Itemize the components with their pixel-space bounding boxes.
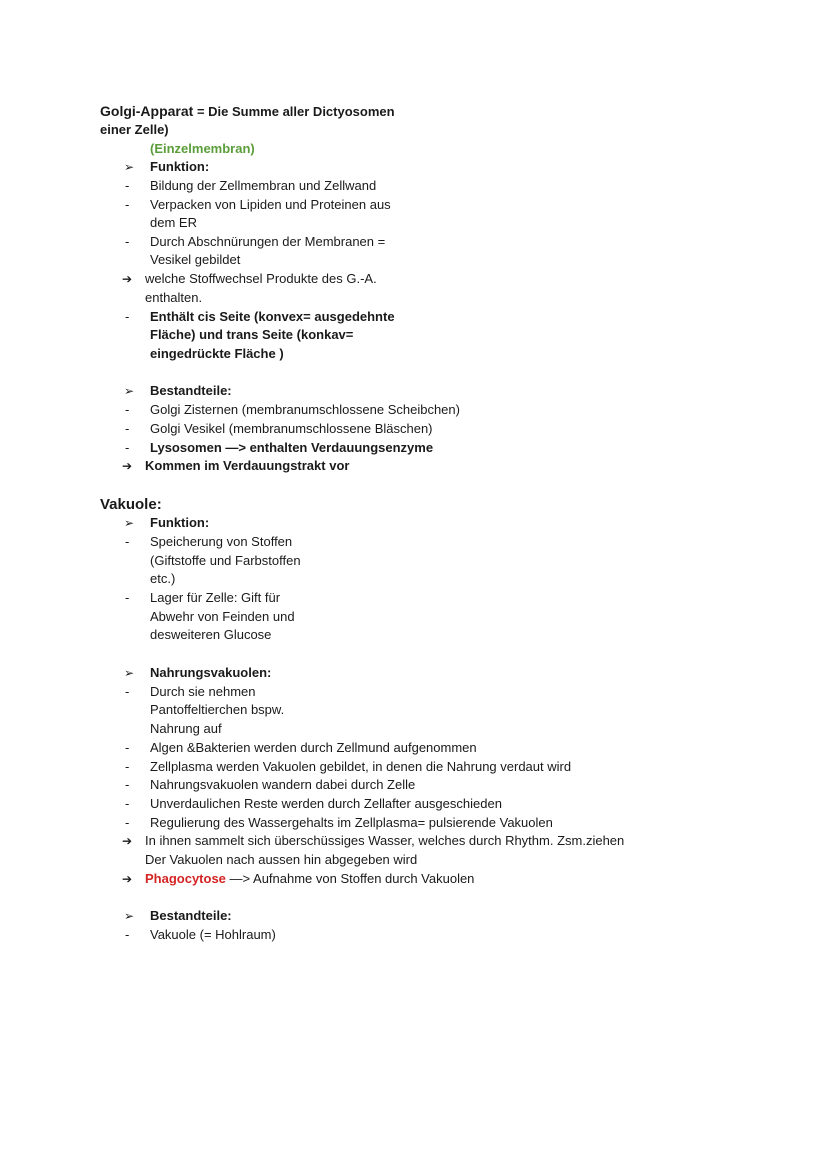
vakuole-funktion-item-1-cont: (Giftstoffe und Farbstoffen: [150, 553, 301, 568]
dash-bullet: -: [125, 309, 130, 324]
golgi-title-line2: einer Zelle): [100, 122, 169, 137]
golgi-funktion-item-2: Verpacken von Lipiden und Proteinen aus: [150, 197, 391, 212]
nahrung-item-1-cont: Pantoffeltierchen bspw.: [150, 702, 285, 717]
arrow-bullet-icon: ➔: [122, 272, 133, 286]
golgi-funktion-item-1: Bildung der Zellmembran und Zellwand: [150, 178, 377, 193]
dash-bullet: -: [125, 740, 130, 755]
vakuole-arrow-note-1: In ihnen sammelt sich überschüssiges Wasser, welches durch Rhythm. Zsm.ziehen: [145, 833, 625, 848]
dash-bullet: -: [125, 534, 130, 549]
vakuole-title: Vakuole:: [100, 496, 162, 513]
vakuole-bestand-heading: Bestandteile:: [150, 908, 232, 923]
dash-bullet: -: [125, 759, 130, 774]
vakuole-arrow-note-1-cont: Der Vakuolen nach aussen hin abgegeben wird: [145, 852, 418, 867]
golgi-bestand-heading: Bestandteile:: [150, 383, 232, 398]
dash-bullet: -: [125, 815, 130, 830]
nahrung-item-5: Unverdaulichen Reste werden durch Zellafter ausgeschieden: [150, 796, 502, 811]
dash-bullet: -: [125, 440, 130, 455]
nahrung-item-3: Zellplasma werden Vakuolen gebildet, in denen die Nahrung verdaut wird: [150, 759, 572, 774]
dash-bullet: -: [125, 234, 130, 249]
vakuole-bestand-item-1: Vakuole (= Hohlraum): [150, 927, 276, 942]
golgi-funktion-item-4-cont2: eingedrückte Fläche ): [150, 346, 284, 361]
golgi-bestand-item-2: Golgi Vesikel (membranumschlossene Bläschen): [150, 421, 433, 436]
arrow-bullet-icon: ➔: [122, 459, 133, 473]
golgi-title-rest: = Die Summe aller Dictyosomen: [193, 104, 395, 119]
golgi-bestand-item-1: Golgi Zisternen (membranumschlossene Scheibchen): [150, 402, 460, 417]
arrowhead-bullet-icon: ➢: [124, 909, 135, 923]
vakuole-funktion-heading: Funktion:: [150, 515, 210, 530]
dash-bullet: -: [125, 402, 130, 417]
arrowhead-bullet-icon: ➢: [124, 384, 135, 398]
dash-bullet: -: [125, 777, 130, 792]
nahrung-item-1-cont2: Nahrung auf: [150, 721, 222, 736]
nahrung-item-4: Nahrungsvakuolen wandern dabei durch Zelle: [150, 777, 416, 792]
golgi-arrow-note-2: Kommen im Verdauungstrakt vor: [145, 458, 350, 473]
arrow-bullet-icon: ➔: [122, 834, 133, 848]
nahrung-item-2: Algen &Bakterien werden durch Zellmund aufgenommen: [150, 740, 477, 755]
dash-bullet: -: [125, 684, 130, 699]
vakuole-funktion-item-2-cont: Abwehr von Feinden und: [150, 609, 295, 624]
dash-bullet: -: [125, 421, 130, 436]
nahrung-item-1: Durch sie nehmen: [150, 684, 256, 699]
dash-bullet: -: [125, 590, 130, 605]
golgi-arrow-note-1-cont: enthalten.: [145, 290, 203, 305]
golgi-funktion-item-4-cont: Fläche) und trans Seite (konkav=: [150, 327, 354, 342]
golgi-funktion-item-3: Durch Abschnürungen der Membranen =: [150, 234, 386, 249]
vakuole-funktion-item-1: Speicherung von Stoffen: [150, 534, 293, 549]
dash-bullet: -: [125, 197, 130, 212]
golgi-bestand-item-3: Lysosomen —> enthalten Verdauungsenzyme: [150, 440, 434, 455]
dash-bullet: -: [125, 796, 130, 811]
dash-bullet: -: [125, 178, 130, 193]
vakuole-funktion-item-1-cont2: etc.): [150, 571, 176, 586]
golgi-funktion-item-2-cont: dem ER: [150, 215, 197, 230]
golgi-membrane-note: (Einzelmembran): [150, 141, 255, 156]
golgi-arrow-note-1: welche Stoffwechsel Produkte des G.-A.: [145, 271, 377, 286]
phagocytose-term: Phagocytose: [145, 871, 226, 886]
golgi-title-main: Golgi-Apparat: [100, 103, 194, 119]
arrow-bullet-icon: ➔: [122, 872, 133, 886]
phagocytose-definition: —> Aufnahme von Stoffen durch Vakuolen: [225, 871, 475, 886]
arrowhead-bullet-icon: ➢: [124, 666, 135, 680]
nahrung-item-6: Regulierung des Wassergehalts im Zellplasma= pulsierende Vakuolen: [150, 815, 553, 830]
golgi-title: [100, 102, 395, 121]
nahrung-heading: Nahrungsvakuolen:: [150, 665, 272, 680]
golgi-funktion-item-3-cont: Vesikel gebildet: [150, 252, 241, 267]
vakuole-arrow-note-2: [145, 870, 474, 888]
arrowhead-bullet-icon: ➢: [124, 160, 135, 174]
golgi-funktion-item-4: Enthält cis Seite (konvex= ausgedehnte: [150, 309, 395, 324]
golgi-funktion-heading: Funktion:: [150, 159, 210, 174]
arrowhead-bullet-icon: ➢: [124, 516, 135, 530]
vakuole-funktion-item-2: Lager für Zelle: Gift für: [150, 590, 281, 605]
dash-bullet: -: [125, 927, 130, 942]
vakuole-funktion-item-2-cont2: desweiteren Glucose: [150, 627, 272, 642]
